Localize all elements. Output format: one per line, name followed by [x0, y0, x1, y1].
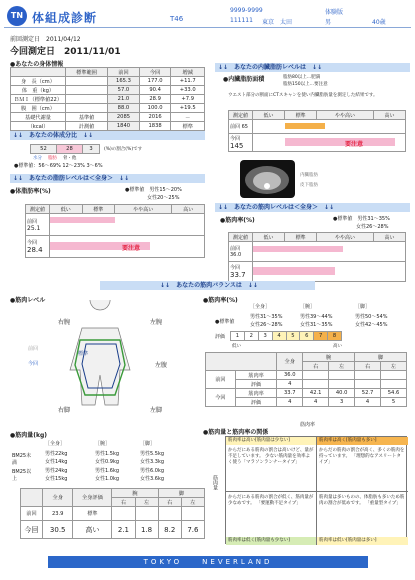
table-row: 今回 30.5 高い 2.1 1.8 8.2 7.6: [21, 521, 205, 539]
table-row: 前回 23.9 標準: [21, 507, 205, 521]
gender: 男: [325, 19, 332, 26]
logo-icon: TN: [7, 6, 27, 26]
page-title: 体組成診断: [32, 11, 98, 25]
col-standard: 標準範囲: [66, 68, 108, 77]
col-prev: 前回: [108, 68, 140, 77]
phone: 9999-9999: [230, 7, 263, 14]
table-row: ＢＭＩ（標準値22） 21.0 28.9 +7.9: [11, 95, 205, 104]
table-row: 身 長（cm） 165.3 177.0 +11.7: [11, 77, 205, 86]
prev-date: 前回測定日 2011/04/12: [10, 36, 81, 43]
table-row: 基礎代謝量 基準値 2085 2016 －: [11, 113, 205, 122]
ct-scan-image: [240, 160, 295, 198]
group-label: 体験版: [325, 9, 344, 16]
fat-rate-scale: 測定値 低い 標準 やや高い 高い 前回 25.1 今回 28.4 要注意: [25, 204, 205, 258]
page-code: T46: [170, 15, 184, 23]
muscle-rate-scale: 測定値 低い 標準 やや高い 高い 前回 36.0 今回 33.7: [228, 232, 406, 282]
footer-brand: TOKYO NEVERLAND: [48, 556, 368, 568]
table-row: 評価 4 4 3 4 5: [206, 398, 407, 407]
body-info-title: ●あなたの身体情報: [10, 61, 64, 68]
table-row: 前回 筋肉率 36.0: [206, 371, 407, 380]
member-number: 111111: [230, 17, 253, 24]
age: 40歳: [372, 19, 386, 26]
body-type-banner: ↓↓ あなたの体成分比 ↓↓: [10, 131, 205, 140]
table-row: （kcal） 計測値 1840 1838 標準: [11, 122, 205, 131]
visceral-scale: 測定値 低い 標準 やや高い 高い 前回 65 今回 145 要注意: [228, 110, 406, 152]
col-diff: 増減: [171, 68, 205, 77]
relation-quadrant: 筋肉率は高い[筋肉量は少ない] 筋肉率は高く[筋肉量も多い] からだにある筋肉の割合は高いけど、量が不足しています。 少ない筋肉量を効率よく使う「マラソンランナータイプ」 からだの筋肉の割合が高く、多くの筋肉を持っています。 「理想的なアスリートタイプ」 からだにある筋肉の割合が低く、筋肉量が少なめです。 「要運動不足タイプ」 筋肉量は多いものの、体脂肪も多いため筋肉の割合が低めです。 「重量型タイプ」 筋肉率は低く[筋肉量も少ない] 筋肉率は低い[筋肉量は多い]: [225, 436, 407, 544]
body-info-table: [10, 67, 205, 131]
muscle-mass-table: 全身 全身評価 腕 脚 右 左 右 左 前回 23.9 標準 今回 30.5 高い 2.1 1.8 8.2 7.6: [20, 488, 205, 539]
body-type-table: 52 28 3: [30, 144, 100, 154]
table-row: 評価 4: [206, 380, 407, 389]
muscle-rate-table: 全身 腕 脚 右 左 右 左 前回 筋肉率 36.0 評価 4 今回 筋肉率 33.7 42.1 40.0 52.7 54.6 評価 4 4 3 4 5: [205, 352, 407, 407]
table-row: 腹 囲（cm） 88.0 100.0 +19.5: [11, 104, 205, 113]
current-date: 今回測定日 2011/11/01: [10, 47, 121, 57]
address: 東京 太田: [262, 19, 293, 26]
table-row: 今回 筋肉率 33.7 42.1 40.0 52.7 54.6: [206, 389, 407, 398]
table-row: 体 重（kg） 57.0 90.4 +33.0: [11, 86, 205, 95]
col-current: 今回: [139, 68, 171, 77]
rating-scale: 1 2 3 4 5 6 7 8: [230, 331, 342, 341]
